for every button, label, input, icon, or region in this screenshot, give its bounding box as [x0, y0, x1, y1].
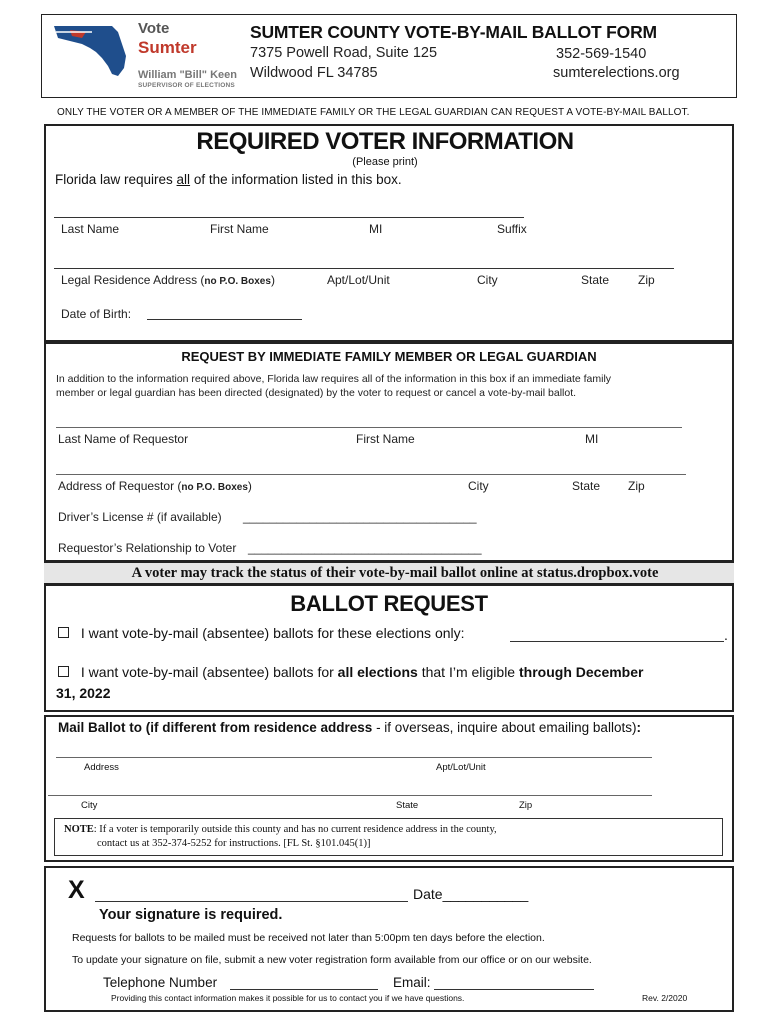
note-line1: [64, 824, 497, 835]
requestor-name-line[interactable]: [56, 427, 682, 428]
mail-zip-label: Zip: [519, 800, 533, 811]
dob-entry-line[interactable]: [147, 319, 302, 320]
florida-map-icon: [52, 22, 134, 80]
mail-ballot-title: [58, 720, 641, 735]
logo-vote-text: Vote: [138, 20, 170, 37]
mail-city-label: City: [81, 800, 98, 811]
family-request-title: REQUEST BY IMMEDIATE FAMILY MEMBER OR LEGAL GUARDIAN: [181, 349, 597, 364]
ballot-option-all: [58, 664, 643, 680]
email-label: Email:: [393, 975, 431, 990]
office-address-line1: 7375 Powell Road, Suite 125: [250, 45, 438, 61]
first-name-label: First Name: [210, 222, 269, 236]
residence-label-text: Legal Residence Address (: [61, 273, 205, 287]
all-elections-date: 31, 2022: [56, 685, 111, 701]
mail-city-line[interactable]: [48, 795, 652, 796]
residence-address-label: [61, 273, 275, 287]
specific-elections-period: .: [724, 627, 728, 643]
all-elections-label-mid: that I’m eligible: [417, 664, 519, 680]
mail-ballot-title-rest: - if overseas, inquire about emailing ballots): [372, 720, 637, 735]
last-name-label: Last Name: [61, 222, 120, 236]
note-text-1: : If a voter is temporarily outside this county and has no current residence address in the county,: [93, 824, 497, 835]
revision-date: Rev. 2/2020: [642, 993, 688, 1003]
all-elections-label-pre: I want vote-by-mail (absentee) ballots for: [80, 664, 338, 680]
signature-x-mark: X: [68, 876, 85, 904]
logo-supervisor-role: SUPERVISOR OF ELECTIONS: [138, 82, 235, 89]
residence-label-close: ): [270, 273, 275, 287]
through-december-bold: through December: [519, 664, 644, 680]
state-label: State: [581, 273, 610, 287]
please-print-note: (Please print): [352, 156, 418, 168]
requestor-state-label: State: [572, 479, 601, 493]
mail-address-line[interactable]: [56, 757, 652, 758]
relationship-line[interactable]: ___________________________________: [248, 541, 482, 555]
relationship-label: Requestor’s Relationship to Voter: [58, 541, 237, 555]
date-entry-line[interactable]: ___________: [442, 886, 529, 902]
signature-required-text: Your signature is required.: [99, 907, 283, 923]
logo-sumter-text: Sumter: [138, 38, 197, 57]
office-phone: 352-569-1540: [556, 46, 647, 62]
track-status-text: A voter may track the status of their vote-by-mail ballot online at status.dropbox.vote: [131, 565, 659, 581]
law-text-all: all: [176, 172, 191, 187]
dob-label: Date of Birth:: [61, 307, 132, 321]
requestor-address-text: Address of Requestor (: [58, 479, 182, 493]
office-address-line2: Wildwood FL 34785: [250, 65, 378, 81]
all-elections-bold: all elections: [337, 664, 418, 680]
requestor-zip-label: Zip: [628, 479, 645, 493]
form-title: SUMTER COUNTY VOTE-BY-MAIL BALLOT FORM: [250, 22, 657, 42]
requestor-address-line[interactable]: [56, 474, 686, 475]
requestor-last-name-label: Last Name of Requestor: [58, 432, 189, 446]
no-po-boxes-text: no P.O. Boxes: [204, 276, 271, 287]
mi-label: MI: [369, 222, 383, 236]
note-label: NOTE: [64, 824, 94, 835]
residence-entry-line[interactable]: [54, 268, 674, 269]
eligibility-notice: ONLY THE VOTER OR A MEMBER OF THE IMMEDIATE FAMILY OR THE LEGAL GUARDIAN CAN REQUEST A VOTE-BY-MAIL BALLOT.: [57, 107, 690, 118]
deadline-info: Requests for ballots to be mailed must be received not later than 5:00pm ten days before the election.: [72, 932, 545, 944]
telephone-entry-line[interactable]: [230, 989, 378, 990]
law-requirement-text: [55, 172, 402, 187]
name-entry-line[interactable]: [54, 217, 524, 218]
requestor-first-name-label: First Name: [356, 432, 415, 446]
all-elections-checkbox[interactable]: [58, 666, 69, 677]
zip-label: Zip: [638, 273, 655, 287]
family-desc-line1: In addition to the information required above, Florida law requires all of the information in this box if an immediate family: [56, 373, 612, 385]
requestor-address-close: ): [247, 479, 252, 493]
requestor-city-label: City: [468, 479, 489, 493]
law-text-post: of the information listed in this box.: [190, 172, 402, 187]
apt-label: Apt/Lot/Unit: [327, 273, 390, 287]
law-text-pre: Florida law requires: [55, 172, 177, 187]
family-desc-line2: member or legal guardian has been directed (designated) by the voter to request or cancel a vote-by-mail ballot.: [56, 387, 577, 399]
email-entry-line[interactable]: [434, 989, 594, 990]
specific-elections-checkbox[interactable]: [58, 627, 69, 638]
mail-apt-label: Apt/Lot/Unit: [436, 762, 486, 773]
office-website[interactable]: sumterelections.org: [553, 65, 680, 81]
mail-ballot-title-colon: :: [636, 720, 641, 735]
ballot-request-title: BALLOT REQUEST: [290, 591, 488, 616]
date-label: [413, 886, 528, 902]
voter-info-title: REQUIRED VOTER INFORMATION: [196, 128, 574, 155]
requestor-no-po-text: no P.O. Boxes: [181, 482, 248, 493]
update-signature-info: To update your signature on file, submit a new voter registration form available from our office or on our website.: [72, 954, 592, 966]
drivers-license-line[interactable]: ___________________________________: [243, 510, 477, 524]
date-label-text: Date: [413, 886, 443, 902]
ballot-option-specific: [58, 625, 465, 641]
requestor-mi-label: MI: [585, 432, 599, 446]
requestor-address-label: [58, 479, 252, 493]
logo: [52, 20, 237, 92]
mail-ballot-title-bold: Mail Ballot to (if different from residence address: [58, 720, 373, 735]
drivers-license-label: Driver’s License # (if available): [58, 510, 222, 524]
specific-elections-label: I want vote-by-mail (absentee) ballots for these elections only:: [80, 625, 465, 641]
mail-address-label: Address: [84, 762, 119, 773]
city-label: City: [477, 273, 498, 287]
telephone-label: Telephone Number: [103, 975, 218, 990]
logo-supervisor-name: William "Bill" Keen: [138, 69, 237, 81]
mail-state-label: State: [396, 800, 419, 811]
specific-elections-line[interactable]: [510, 641, 724, 642]
suffix-label: Suffix: [497, 222, 527, 236]
note-line2: contact us at 352-374-5252 for instructions. [FL St. §101.045(1)]: [97, 838, 371, 849]
contact-info-note: Providing this contact information makes it possible for us to contact you if we have questions.: [111, 993, 465, 1003]
signature-line[interactable]: [95, 901, 408, 902]
